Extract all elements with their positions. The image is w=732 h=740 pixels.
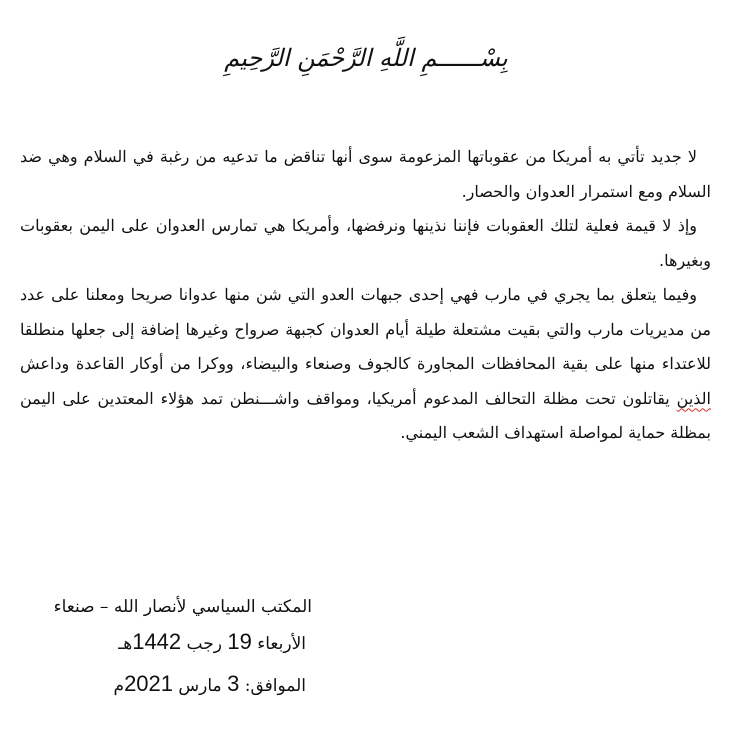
basmala-calligraphy: بِسْــــــمِ اللَّهِ الرَّحْمَنِ الرَّحِيمِ bbox=[224, 44, 508, 72]
paragraph-3-text-end: يقاتلون تحت مظلة التحالف المدعوم أمريكيا، ومواقف واشـــنطن تمد هؤلاء المعتدين على اليمن بمظلة حماية لمواصلة استهداف الشعب اليمني. bbox=[20, 388, 711, 442]
paragraph-2: وإذ لا قيمة فعلية لتلك العقوبات فإننا نذينها ونرفضها، وأمريكا هي تمارس العدوان على اليمن بعقوبات وبغيرها. bbox=[20, 216, 711, 270]
gregorian-date bbox=[54, 664, 306, 706]
paragraph-1: لا جديد تأتي به أمريكا من عقوباتها المزعومة سوى أنها تناقض ما تدعيه من رغبة في السلام وهي ضد السلام ومع استمرار العدوان والحصار. bbox=[20, 147, 711, 201]
paragraph-3-text-start: وفيما يتعلق بما يجري في مارب فهي إحدى جبهات العدو التي شن منها عدوانا صريحا ومعلنا على عدد من مديريات مارب والتي بقيت مشتعلة طيلة أيام العدوان كجبهة صرواح وغيرها إضافة إلى جعلها منطلقا للاعتداء منها على بقية المحافظات المجاورة كالجوف وصنعاء والبيضاء، ووكرا من أوكار القاعدة وداعش bbox=[20, 285, 712, 373]
hijri-month: رجب bbox=[181, 634, 228, 654]
gregorian-year: 2021 bbox=[124, 671, 174, 696]
statement-body bbox=[20, 140, 711, 451]
hijri-suffix: هـ bbox=[118, 634, 133, 654]
signatory-organization: المكتب السياسي لأنصار الله – صنعاء bbox=[53, 597, 312, 617]
gregorian-month: مارس bbox=[173, 676, 228, 696]
paragraph-3 bbox=[20, 278, 711, 451]
gregorian-day: 3 bbox=[227, 671, 240, 696]
hijri-day: 19 bbox=[227, 629, 252, 654]
gregorian-suffix: م bbox=[113, 676, 125, 696]
spellcheck-flagged-word[interactable]: الذين bbox=[676, 388, 711, 408]
hijri-year: 1442 bbox=[132, 629, 182, 654]
signature-block bbox=[54, 592, 312, 706]
hijri-weekday: الأربعاء bbox=[251, 634, 306, 654]
hijri-date bbox=[54, 622, 306, 664]
gregorian-label: الموافق: bbox=[239, 676, 306, 696]
